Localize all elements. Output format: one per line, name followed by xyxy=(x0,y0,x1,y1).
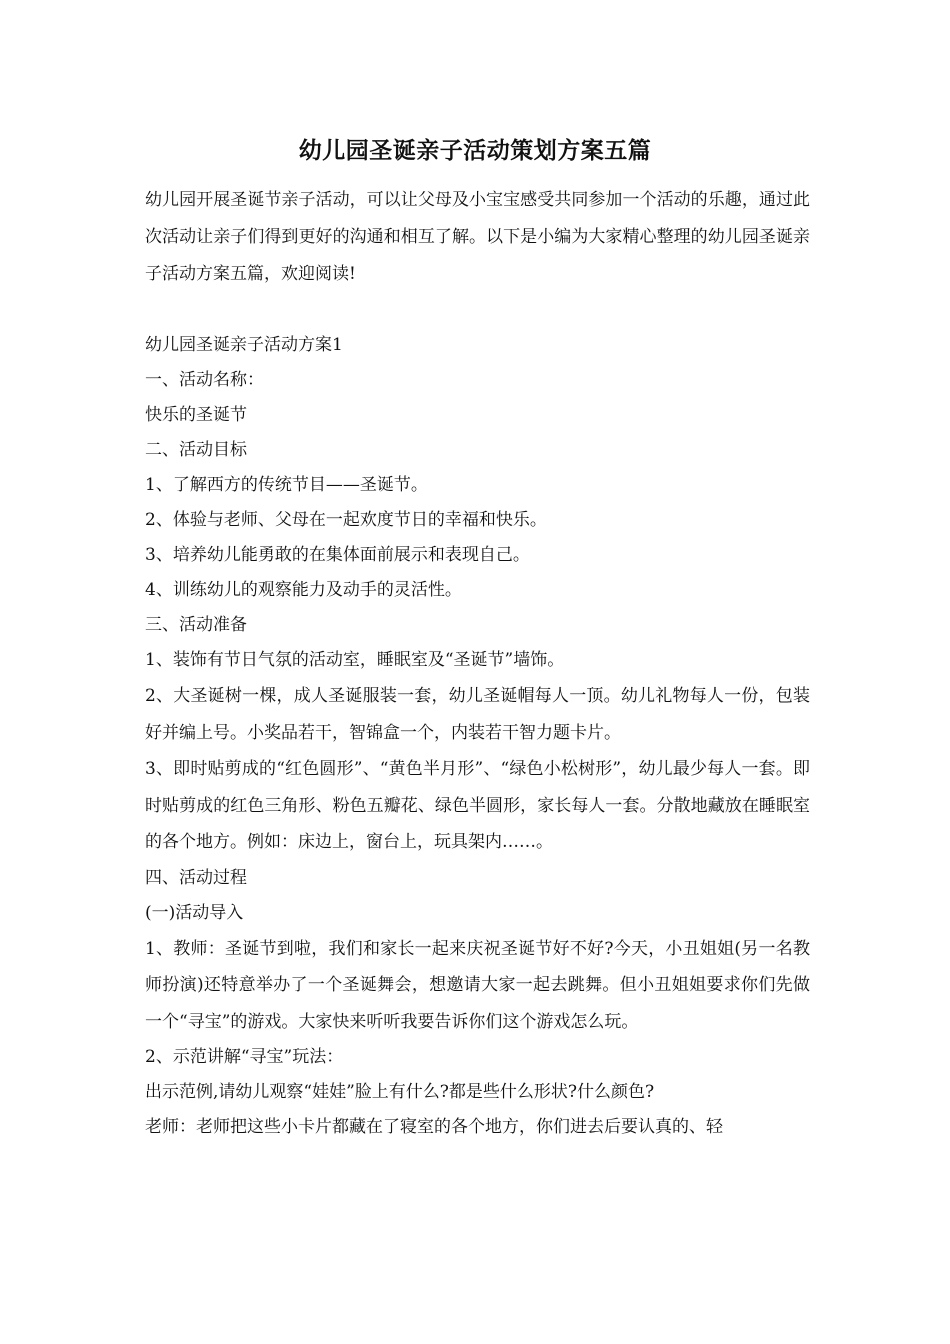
process-item: 1、教师：圣诞节到啦，我们和家长一起来庆祝圣诞节好不好?今天，小丑姐姐(另一名教师扮演)还特意举办了一个圣诞舞会，想邀请大家一起去跳舞。但小丑姐姐要求你们先做一个“寻宝”的游戏。大家快来听听我要告诉你们这个游戏怎么玩。 xyxy=(145,938,810,1032)
document-title: 幼儿园圣诞亲子活动策划方案五篇 xyxy=(298,137,652,164)
prep-item: 3、即时贴剪成的“红色圆形”、“黄色半月形”、“绿色小松树形”，幼儿最少每人一套。即时贴剪成的红色三角形、粉色五瓣花、绿色半圆形，家长每人一套。分散地藏放在睡眠室的各个地方。例如：床边上，窗台上，玩具架内……。 xyxy=(145,759,810,852)
section-heading-name: 一、活动名称： xyxy=(145,370,264,390)
document-body xyxy=(145,328,810,1145)
intro-paragraph: 幼儿园开展圣诞节亲子活动，可以让父母及小宝宝感受共同参加一个活动的乐趣，通过此次活动让亲子们得到更好的沟通和相互了解。以下是小编为大家精心整理的幼儿园圣诞亲子活动方案五篇，欢迎阅读! xyxy=(145,190,810,284)
prep-item: 1、装饰有节日气氛的活动室，睡眠室及“圣诞节”墙饰。 xyxy=(145,650,565,670)
teacher-text: 老师：老师把这些小卡片都藏在了寝室的各个地方，你们进去后要认真的、轻 xyxy=(145,1117,723,1137)
goal-item: 4、训练幼儿的观察能力及动手的灵活性。 xyxy=(145,580,462,600)
goal-item: 1、了解西方的传统节目——圣诞节。 xyxy=(145,475,428,495)
example-text: 出示范例,请幼儿观察“娃娃”脸上有什么?都是些什么形状?什么颜色? xyxy=(145,1082,655,1102)
prep-item: 2、大圣诞树一棵，成人圣诞服装一套，幼儿圣诞帽每人一顶。幼儿礼物每人一份，包装好并编上号。小奖品若干，智锦盒一个，内装若干智力题卡片。 xyxy=(145,686,810,743)
section-heading-process: 四、活动过程 xyxy=(145,867,247,888)
process-item: 2、示范讲解“寻宝”玩法： xyxy=(145,1047,344,1067)
section-heading-goals: 二、活动目标 xyxy=(145,440,247,460)
section-heading-prep: 三、活动准备 xyxy=(145,615,247,635)
goal-item: 3、培养幼儿能勇敢的在集体面前展示和表现自己。 xyxy=(145,545,530,565)
plan-heading: 幼儿园圣诞亲子活动方案1 xyxy=(145,335,343,355)
goal-item: 2、体验与老师、父母在一起欢度节日的幸福和快乐。 xyxy=(145,510,547,530)
activity-name: 快乐的圣诞节 xyxy=(145,405,247,425)
subsection-heading: (一)活动导入 xyxy=(145,902,244,923)
